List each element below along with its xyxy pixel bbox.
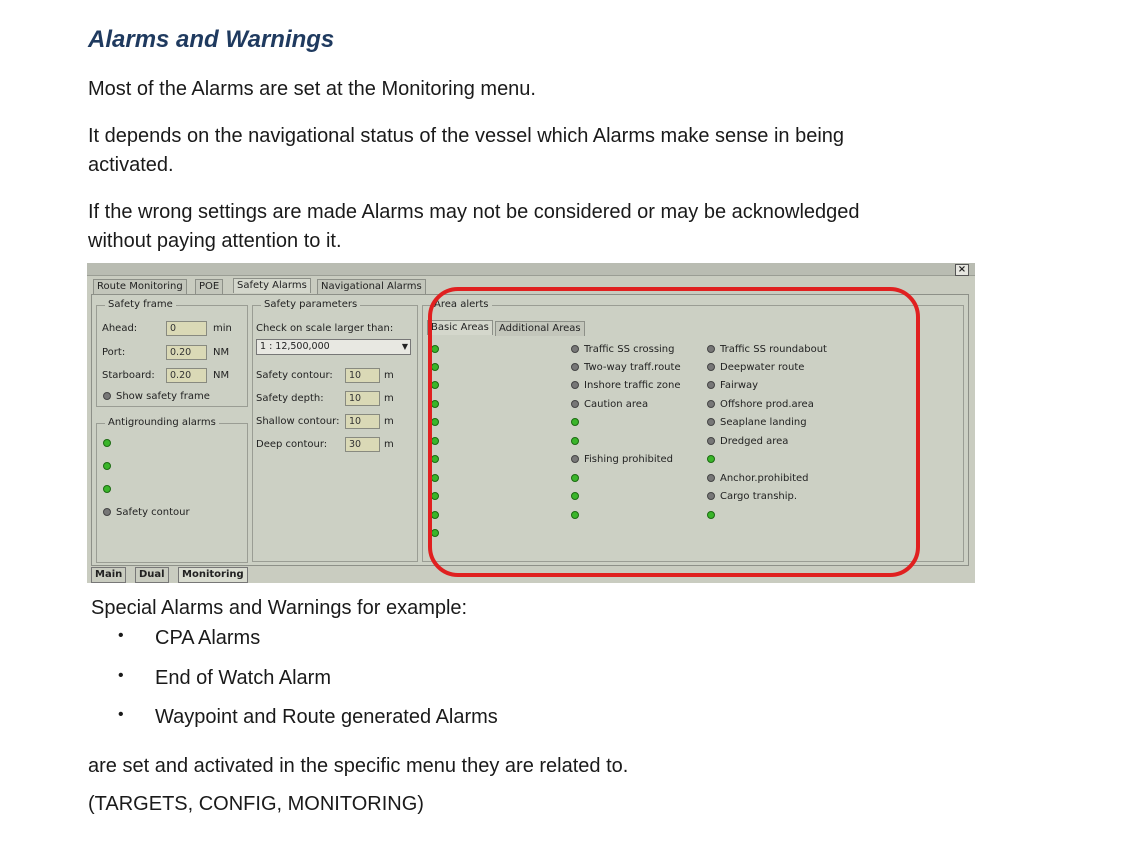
- area-alert-label: Fishing prohibited: [584, 454, 674, 465]
- ahead-label: Ahead:: [102, 323, 138, 334]
- indicator-icon: [103, 439, 111, 447]
- starboard-unit: NM: [213, 370, 230, 381]
- close-icon[interactable]: ×: [955, 264, 969, 276]
- safety-depth-label: Safety depth:: [256, 393, 324, 404]
- tab-additional-areas[interactable]: Additional Areas: [495, 321, 585, 336]
- tab-main[interactable]: Main: [91, 567, 126, 583]
- antigrounding-group: [96, 417, 248, 563]
- unit-label: m: [384, 416, 394, 427]
- group-label: Area alerts: [431, 299, 492, 310]
- scale-value: 1 : 12,500,000: [260, 341, 330, 352]
- list-item: [118, 667, 331, 690]
- safety-contour-param-label: Safety contour:: [256, 370, 333, 381]
- area-alert-label: Two-way traff.route: [584, 362, 681, 373]
- area-alert-label: Traffic SS crossing: [584, 344, 675, 355]
- safety-contour-field[interactable]: 10: [345, 368, 380, 383]
- highlight-oval: [428, 287, 920, 577]
- bullet-icon: •: [118, 667, 124, 684]
- tab-navigational-alarms[interactable]: Navigational Alarms: [317, 279, 426, 294]
- area-alert-label: Anchor.prohibited: [720, 473, 809, 484]
- tab-route-monitoring[interactable]: Route Monitoring: [93, 279, 187, 294]
- shallow-contour-field[interactable]: 10: [345, 414, 380, 429]
- area-alert-label: Caution area: [584, 399, 649, 410]
- paragraph-navigational-status: [88, 122, 844, 180]
- safety-frame-group: [96, 299, 248, 407]
- indicator-icon: [103, 508, 111, 516]
- bullet-icon: •: [118, 627, 124, 644]
- bullet-icon: •: [118, 706, 124, 723]
- scale-select[interactable]: [256, 339, 411, 355]
- tab-monitoring[interactable]: Monitoring: [178, 567, 248, 583]
- deep-contour-label: Deep contour:: [256, 439, 328, 450]
- ahead-field[interactable]: 0: [166, 321, 207, 336]
- unit-label: m: [384, 370, 394, 381]
- show-safety-frame-label: Show safety frame: [116, 391, 210, 402]
- starboard-label: Starboard:: [102, 370, 155, 381]
- area-alert-label: Seaplane landing: [720, 417, 807, 428]
- area-alert-label: Cargo tranship.: [720, 491, 798, 502]
- area-alert-label: Offshore prod.area: [720, 399, 814, 410]
- safety-contour-alarm[interactable]: [103, 507, 190, 518]
- ahead-unit: min: [213, 323, 232, 334]
- port-unit: NM: [213, 347, 230, 358]
- special-alarms-outro: are set and activated in the specific menu they are related to.: [88, 755, 629, 777]
- group-label: Safety frame: [105, 299, 176, 310]
- group-label: Safety parameters: [261, 299, 360, 310]
- antigrounding-item[interactable]: [103, 461, 116, 472]
- tab-safety-alarms[interactable]: Safety Alarms: [233, 278, 311, 293]
- safety-parameters-group: [252, 299, 418, 562]
- indicator-icon: [103, 392, 111, 400]
- paragraph-line: without paying attention to it.: [88, 230, 342, 252]
- list-item: [118, 706, 498, 729]
- show-safety-frame-checkbox[interactable]: [103, 391, 210, 402]
- area-alert-label: Inshore traffic zone: [584, 380, 681, 391]
- check-scale-label: Check on scale larger than:: [256, 323, 394, 334]
- list-item-text: CPA Alarms: [155, 627, 261, 649]
- monitoring-panel-screenshot: [87, 263, 975, 583]
- safety-depth-field[interactable]: 10: [345, 391, 380, 406]
- special-alarms-intro: Special Alarms and Warnings for example:: [91, 597, 468, 619]
- area-alert-label: Fairway: [720, 380, 759, 391]
- port-label: Port:: [102, 347, 126, 358]
- tab-basic-areas[interactable]: Basic Areas: [427, 320, 493, 335]
- area-alert-label: Traffic SS roundabout: [720, 344, 827, 355]
- port-field[interactable]: 0.20: [166, 345, 207, 360]
- unit-label: m: [384, 439, 394, 450]
- page-title: Alarms and Warnings: [88, 26, 335, 53]
- group-label: Antigrounding alarms: [105, 417, 219, 428]
- paragraph-line: It depends on the navigational status of the vessel which Alarms make sense in being: [88, 125, 845, 147]
- deep-contour-field[interactable]: 30: [345, 437, 380, 452]
- antigrounding-item[interactable]: [103, 438, 116, 449]
- area-alert-label: Deepwater route: [720, 362, 805, 373]
- menus-list: (TARGETS, CONFIG, MONITORING): [88, 793, 424, 815]
- list-item-text: Waypoint and Route generated Alarms: [155, 706, 498, 728]
- unit-label: m: [384, 393, 394, 404]
- safety-contour-label: Safety contour: [116, 507, 190, 518]
- chevron-down-icon: ▼: [401, 342, 408, 351]
- antigrounding-item[interactable]: [103, 484, 116, 495]
- panel-titlebar: [87, 263, 975, 276]
- starboard-field[interactable]: 0.20: [166, 368, 207, 383]
- paragraph-monitoring: Most of the Alarms are set at the Monitoring menu.: [88, 78, 536, 100]
- tab-poe[interactable]: POE: [195, 279, 223, 294]
- shallow-contour-label: Shallow contour:: [256, 416, 340, 427]
- tab-dual[interactable]: Dual: [135, 567, 169, 583]
- list-item: [118, 627, 260, 650]
- list-item-text: End of Watch Alarm: [155, 667, 331, 689]
- paragraph-line: activated.: [88, 154, 174, 176]
- paragraph-wrong-settings: [88, 198, 860, 256]
- paragraph-line: If the wrong settings are made Alarms may not be considered or may be acknowledged: [88, 201, 860, 223]
- area-alert-label: Dredged area: [720, 436, 789, 447]
- indicator-icon: [103, 485, 111, 493]
- indicator-icon: [103, 462, 111, 470]
